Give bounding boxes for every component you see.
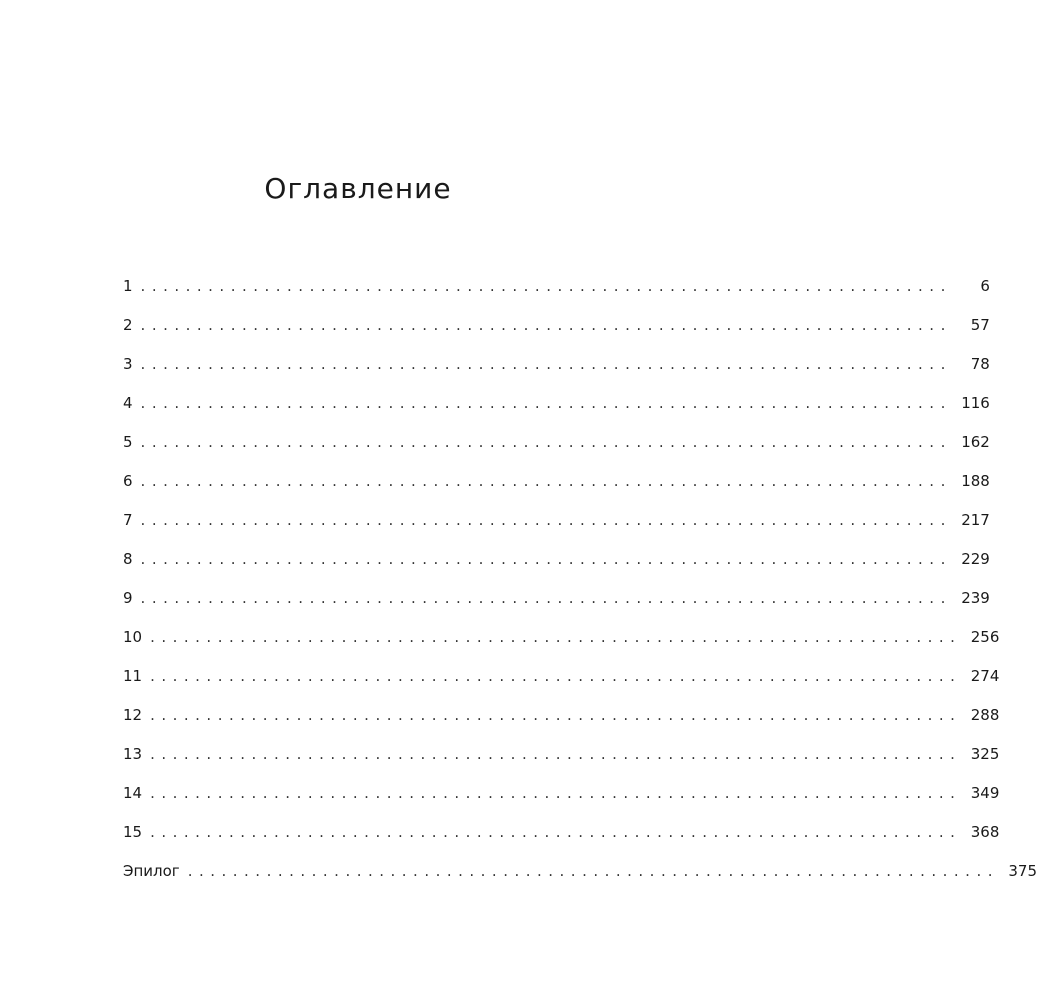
dot-leader: ........................................................................ bbox=[150, 667, 962, 685]
toc-entry-label: 4 bbox=[123, 394, 133, 412]
toc-entry[interactable] bbox=[123, 491, 990, 530]
dot-leader: ........................................................................ bbox=[140, 277, 952, 295]
toc-entry-label: 3 bbox=[123, 355, 133, 373]
toc-entry[interactable] bbox=[123, 335, 990, 374]
toc-entry-page: 349 bbox=[970, 784, 1000, 802]
dot-leader: ........................................................................ bbox=[140, 433, 952, 451]
dot-leader: ........................................................................ bbox=[140, 511, 952, 529]
toc-entry-page: 274 bbox=[970, 667, 1000, 685]
dot-leader: ........................................................................ bbox=[187, 862, 999, 880]
page-title: Оглавление bbox=[264, 172, 452, 205]
toc-entry[interactable] bbox=[123, 569, 990, 608]
toc-entry-label: 8 bbox=[123, 550, 133, 568]
toc-entry-page: 325 bbox=[970, 745, 1000, 763]
toc-entry-label: 2 bbox=[123, 316, 133, 334]
toc-entry-label: 13 bbox=[123, 745, 143, 763]
toc-entry-label: 5 bbox=[123, 433, 133, 451]
toc-entry-label: 11 bbox=[123, 667, 143, 685]
toc-entry[interactable] bbox=[123, 413, 990, 452]
toc-entry[interactable] bbox=[123, 296, 990, 335]
dot-leader: ........................................................................ bbox=[140, 355, 952, 373]
toc-entry-label: 6 bbox=[123, 472, 133, 490]
toc-entry-page: 116 bbox=[961, 394, 990, 412]
toc-entry[interactable] bbox=[123, 530, 990, 569]
toc-entry[interactable] bbox=[123, 647, 1000, 686]
toc-entry-page: 239 bbox=[961, 589, 990, 607]
dot-leader: ........................................................................ bbox=[150, 628, 962, 646]
dot-leader: ........................................................................ bbox=[140, 316, 952, 334]
dot-leader: ........................................................................ bbox=[140, 589, 952, 607]
dot-leader: ........................................................................ bbox=[140, 550, 952, 568]
toc-entry-label: 1 bbox=[123, 277, 133, 295]
toc-entry-page: 217 bbox=[961, 511, 990, 529]
toc-entry-page: 288 bbox=[970, 706, 1000, 724]
toc-entry[interactable] bbox=[123, 374, 990, 413]
dot-leader: ........................................................................ bbox=[150, 784, 962, 802]
toc-entry[interactable] bbox=[123, 452, 990, 491]
toc-entry-page: 368 bbox=[970, 823, 1000, 841]
table-of-contents bbox=[123, 257, 1037, 881]
toc-entry-page: 57 bbox=[970, 316, 990, 334]
toc-entry-label: 10 bbox=[123, 628, 143, 646]
dot-leader: ........................................................................ bbox=[150, 823, 962, 841]
toc-entry-label: 12 bbox=[123, 706, 143, 724]
toc-entry-page: 188 bbox=[961, 472, 990, 490]
toc-entry-page: 78 bbox=[970, 355, 990, 373]
toc-entry[interactable] bbox=[123, 725, 1000, 764]
toc-entry[interactable] bbox=[123, 257, 990, 296]
toc-entry-page: 375 bbox=[1008, 862, 1037, 880]
toc-entry-label: 9 bbox=[123, 589, 133, 607]
toc-entry-label: Эпилог bbox=[123, 862, 180, 880]
toc-entry-label: 7 bbox=[123, 511, 133, 529]
toc-entry-page: 256 bbox=[970, 628, 1000, 646]
toc-entry-label: 15 bbox=[123, 823, 143, 841]
dot-leader: ........................................................................ bbox=[140, 472, 952, 490]
dot-leader: ........................................................................ bbox=[140, 394, 952, 412]
toc-entry-label: 14 bbox=[123, 784, 143, 802]
toc-entry[interactable] bbox=[123, 764, 1000, 803]
toc-entry[interactable] bbox=[123, 803, 1000, 842]
toc-entry[interactable] bbox=[123, 608, 1000, 647]
toc-entry-page: 6 bbox=[980, 277, 990, 295]
toc-entry[interactable] bbox=[123, 686, 1000, 725]
toc-entry-epilogue[interactable] bbox=[123, 842, 1037, 881]
toc-entry-page: 162 bbox=[961, 433, 990, 451]
dot-leader: ........................................................................ bbox=[150, 706, 962, 724]
dot-leader: ........................................................................ bbox=[150, 745, 962, 763]
toc-entry-page: 229 bbox=[961, 550, 990, 568]
